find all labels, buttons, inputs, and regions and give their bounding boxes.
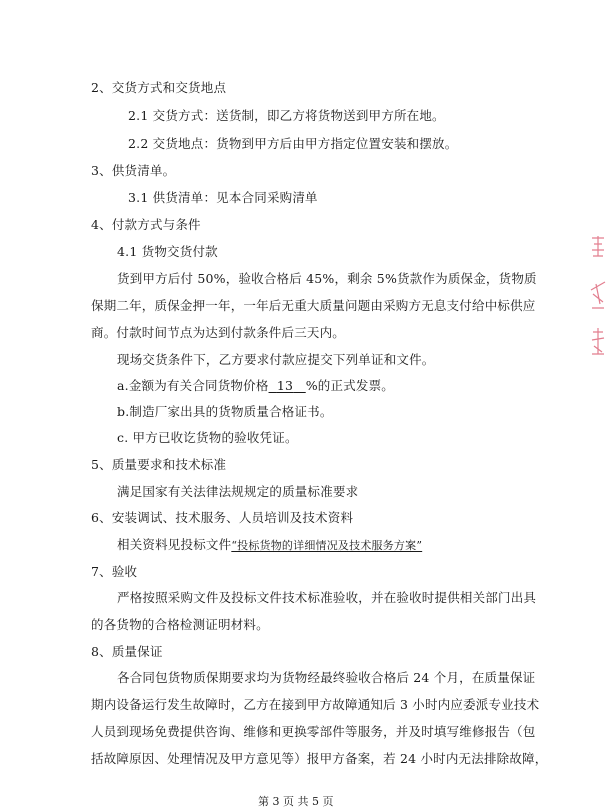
quality-standard-text: 满足国家有关法律法规规定的质量标准要求	[117, 484, 359, 499]
doc-item-a-prefix: a.金额为有关合同货物价格	[117, 378, 269, 393]
payment-paragraph-line-3: 商。付款时间节点为达到付款条件后三天内。	[91, 325, 346, 340]
clause-4-1: 4.1 货物交货付款	[117, 244, 218, 259]
warranty-line-1: 各合同包货物质保期要求均为货物经最终验收合格后 24 个月，在质量保证	[117, 670, 536, 685]
delivery-docs-intro: 现场交货条件下，乙方要求付款应提交下列单证和文件。	[117, 352, 435, 367]
tech-docs-prefix: 相关资料见投标文件	[117, 537, 232, 552]
doc-item-c: c. 甲方已收讫货物的验收凭证。	[117, 430, 298, 445]
clause-3-1: 3.1 供货清单：见本合同采购清单	[128, 190, 318, 205]
section-5-heading: 5、质量要求和技术标准	[91, 457, 227, 472]
tech-docs-reference	[117, 537, 422, 554]
section-7-heading: 7、验收	[91, 564, 138, 579]
section-2-heading: 2、交货方式和交货地点	[91, 80, 227, 95]
section-3-heading: 3、供货清单。	[91, 163, 176, 178]
payment-paragraph-line-1: 货到甲方后付 50%，验收合格后 45%，剩余 5%货款作为质保金，货物质	[117, 271, 537, 286]
doc-item-a	[117, 378, 394, 394]
payment-paragraph-line-2: 保期二年，质保金押一年，一年后无重大质量问题由采购方无息支付给中标供应	[91, 298, 536, 313]
doc-item-b: b.制造厂家出具的货物质量合格证书。	[117, 404, 333, 419]
clause-2-1: 2.1 交货方式：送货制，即乙方将货物送到甲方所在地。	[128, 108, 445, 123]
page-footer: 第 3 页 共 5 页	[258, 795, 334, 808]
tech-docs-title: “投标货物的详细情况及技术服务方案”	[231, 539, 423, 552]
section-4-heading: 4、付款方式与条件	[91, 217, 201, 232]
doc-item-a-suffix: %的正式发票。	[305, 378, 395, 393]
warranty-line-3: 人员到现场免费提供咨询、维修和更换零部件等服务，并及时填写维修报告（包	[91, 724, 536, 739]
invoice-percent-number: 13	[276, 378, 294, 393]
warranty-line-4: 括故障原因、处理情况及甲方意见等）报甲方备案，若 24 小时内无法排除故障，	[91, 751, 548, 766]
clause-2-2: 2.2 交货地点：货物到甲方后由甲方指定位置安装和摆放。	[128, 136, 458, 151]
acceptance-line-2: 的各货物的合格检测证明材料。	[91, 617, 269, 632]
seal-stamp-fragment	[588, 232, 608, 362]
section-6-heading: 6、安装调试、技术服务、人员培训及技术资料	[91, 510, 354, 525]
section-8-heading: 8、质量保证	[91, 644, 163, 659]
invoice-percent-value	[269, 378, 306, 393]
warranty-line-2: 期内设备运行发生故障时，乙方在接到甲方故障通知后 3 小时内应委派专业技术	[91, 697, 540, 712]
acceptance-line-1: 严格按照采购文件及投标文件技术标准验收，并在验收时提供相关部门出具	[117, 590, 537, 605]
